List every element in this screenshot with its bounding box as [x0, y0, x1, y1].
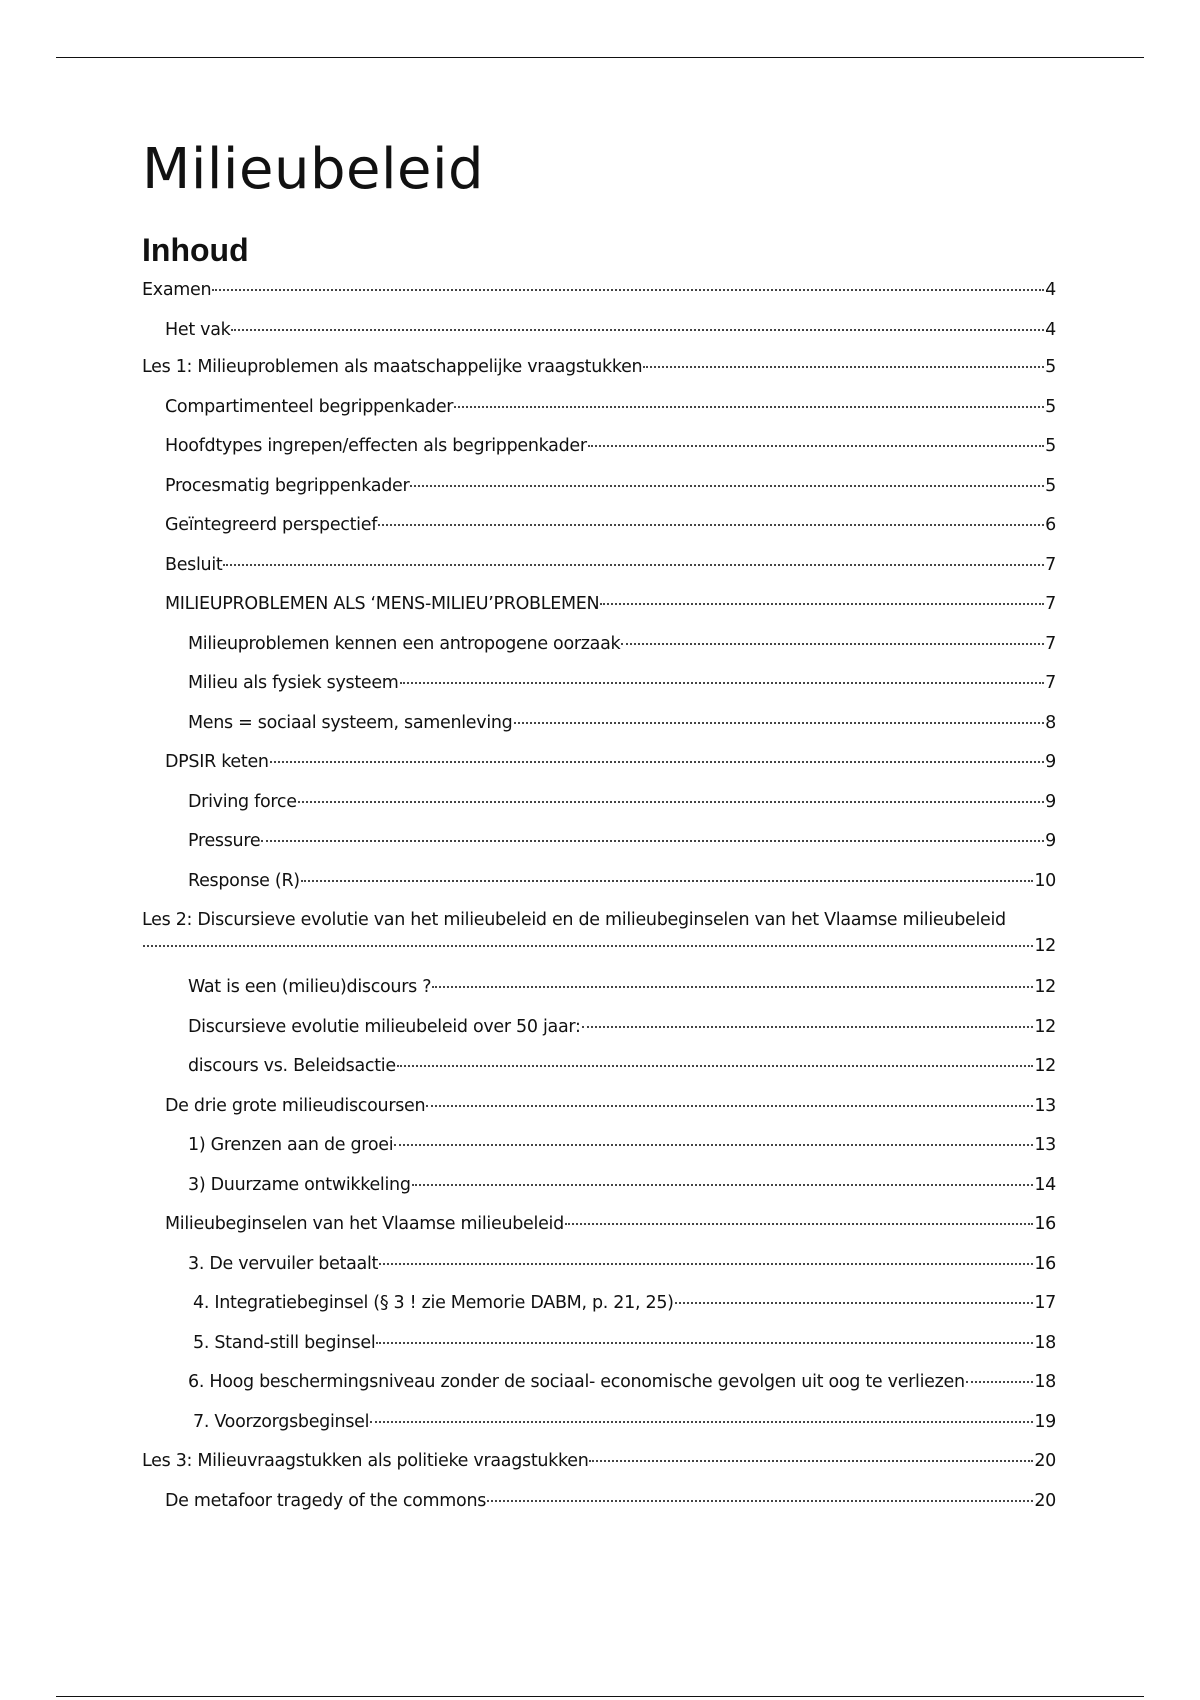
toc-entry-page: 12: [1034, 1017, 1056, 1037]
toc-entry-page: 7: [1045, 673, 1056, 693]
dot-leader: [394, 1144, 1033, 1146]
toc-entry[interactable]: [142, 1372, 1056, 1392]
toc-entry-page: 5: [1045, 476, 1056, 496]
footer-rule: [56, 1696, 1144, 1697]
toc-entry[interactable]: [142, 476, 1056, 496]
dot-leader: [514, 722, 1045, 724]
toc-entry[interactable]: [142, 357, 1056, 377]
toc-entry-label: Milieuproblemen kennen een antropogene oorzaak: [188, 634, 621, 654]
toc-entry[interactable]: [142, 1333, 1056, 1353]
toc-entry[interactable]: [142, 673, 1056, 693]
toc-entry-label: Wat is een (milieu)discours ?: [188, 977, 432, 997]
toc-entry-label: Les 2: Discursieve evolutie van het milieubeleid en de milieubeginselen van het Vlaamse milieubeleid: [142, 910, 1006, 930]
toc-entry-page: 5: [1045, 357, 1056, 377]
toc-entry-page: 7: [1045, 594, 1056, 614]
toc-entry[interactable]: [142, 280, 1056, 300]
toc-entry-label: DPSIR keten: [165, 752, 269, 772]
toc-entry-label: Mens = sociaal systeem, samenleving: [188, 713, 513, 733]
toc-entry-page: 16: [1034, 1214, 1056, 1234]
toc-entry[interactable]: [142, 515, 1056, 535]
toc-entry-page: 5: [1045, 436, 1056, 456]
toc-entry-page: 20: [1034, 1491, 1056, 1511]
toc-entry[interactable]: [142, 1214, 1056, 1234]
toc-entry[interactable]: [142, 1096, 1056, 1116]
toc-entry[interactable]: [142, 977, 1056, 997]
dot-leader: [454, 406, 1044, 408]
toc-entry-label: Hoofdtypes ingrepen/effecten als begrippenkader: [165, 436, 587, 456]
toc-entry-page: 18: [1034, 1333, 1056, 1353]
dot-leader: [432, 986, 1033, 988]
toc-entry-label: Pressure: [188, 831, 261, 851]
toc-entry-page: 19: [1034, 1412, 1056, 1432]
toc-entry-page: 4: [1045, 280, 1056, 300]
toc-entry-page: 9: [1045, 792, 1056, 812]
toc-entry-page: 10: [1034, 871, 1056, 891]
toc-entry-label: Response (R): [188, 871, 300, 891]
toc-entry-page: 17: [1034, 1293, 1056, 1313]
dot-leader: [412, 1184, 1034, 1186]
toc-entry-label: discours vs. Beleidsactie: [188, 1056, 396, 1076]
toc-entry[interactable]: [142, 436, 1056, 456]
toc-entry-label: De metafoor tragedy of the commons: [165, 1491, 487, 1511]
dot-leader: [589, 1460, 1033, 1462]
toc-entry[interactable]: [142, 1491, 1056, 1511]
toc-entry[interactable]: [142, 320, 1056, 340]
toc-entry-page: 9: [1045, 752, 1056, 772]
toc-entry[interactable]: [142, 910, 1056, 956]
dot-leader: [298, 801, 1044, 803]
toc-entry-label: 3. De vervuiler betaalt: [188, 1254, 379, 1274]
toc-entry-label: De drie grote milieudiscoursen: [165, 1096, 426, 1116]
dot-leader: [378, 524, 1044, 526]
toc-entry-page: 7: [1045, 555, 1056, 575]
toc-entry-page: 13: [1034, 1096, 1056, 1116]
toc-entry-page: 5: [1045, 397, 1056, 417]
toc-entry-page: 12: [1034, 936, 1056, 956]
dot-leader: [143, 945, 1033, 947]
toc-entry-page: 12: [1034, 977, 1056, 997]
dot-leader: [379, 1263, 1033, 1265]
dot-leader: [621, 643, 1044, 645]
toc-entry-label: Milieu als fysiek systeem: [188, 673, 399, 693]
toc-entry-label: 7. Voorzorgsbeginsel: [193, 1412, 370, 1432]
toc-entry-label: Milieubeginselen van het Vlaamse milieubeleid: [165, 1214, 564, 1234]
dot-leader: [565, 1223, 1033, 1225]
toc-entry[interactable]: [142, 1175, 1056, 1195]
toc-entry-label: 5. Stand-still beginsel: [193, 1333, 376, 1353]
dot-leader: [270, 761, 1044, 763]
toc-entry[interactable]: [142, 397, 1056, 417]
toc-entry-label: 4. Integratiebeginsel (§ 3 ! zie Memorie DABM, p. 21, 25): [193, 1293, 674, 1313]
dot-leader: [487, 1500, 1033, 1502]
dot-leader: [410, 485, 1044, 487]
dot-leader: [397, 1065, 1034, 1067]
toc-entry-page: 16: [1034, 1254, 1056, 1274]
toc-entry-page: 12: [1034, 1056, 1056, 1076]
dot-leader: [376, 1342, 1033, 1344]
toc-entry[interactable]: [142, 1293, 1056, 1313]
toc-entry-label: 1) Grenzen aan de groei: [188, 1135, 394, 1155]
toc-entry-label: Les 1: Milieuproblemen als maatschappelijke vraagstukken: [142, 357, 643, 377]
toc-entry[interactable]: [142, 1135, 1056, 1155]
toc-entry-label: Procesmatig begrippenkader: [165, 476, 410, 496]
toc-entry-label: Geïntegreerd perspectief: [165, 515, 378, 535]
toc-entry-label: Het vak: [165, 320, 231, 340]
dot-leader: [370, 1421, 1033, 1423]
header-rule: [56, 57, 1144, 58]
toc-entry[interactable]: [142, 1056, 1056, 1076]
toc-entry-label: MILIEUPROBLEMEN ALS ‘MENS-MILIEU’PROBLEMEN: [165, 594, 600, 614]
toc-entry[interactable]: [142, 1412, 1056, 1432]
toc-entry[interactable]: [142, 1451, 1056, 1471]
toc-entry-page: 14: [1034, 1175, 1056, 1195]
dot-leader: [588, 445, 1044, 447]
toc-entry-label: 6. Hoog beschermingsniveau zonder de sociaal- economische gevolgen uit oog te verliezen: [188, 1372, 965, 1392]
dot-leader: [223, 564, 1044, 566]
toc-entry[interactable]: [142, 634, 1056, 654]
toc-entry[interactable]: [142, 713, 1056, 733]
dot-leader: [301, 880, 1034, 882]
toc-entry-page: 20: [1034, 1451, 1056, 1471]
dot-leader: [400, 682, 1045, 684]
toc-heading: Inhoud: [142, 232, 249, 268]
toc-entry-label: Compartimenteel begrippenkader: [165, 397, 454, 417]
toc-entry[interactable]: [142, 594, 1056, 614]
dot-leader: [231, 329, 1044, 331]
toc-entry[interactable]: [142, 1254, 1056, 1274]
toc-entry[interactable]: [142, 871, 1056, 891]
toc-entry-label: Discursieve evolutie milieubeleid over 50 jaar:: [188, 1017, 581, 1037]
dot-leader: [675, 1302, 1034, 1304]
dot-leader: [966, 1381, 1034, 1383]
document-title: Milieubeleid: [142, 137, 485, 202]
toc-entry-page: 18: [1034, 1372, 1056, 1392]
dot-leader: [426, 1105, 1033, 1107]
toc-entry-page: 4: [1045, 320, 1056, 340]
toc-entry-label: Besluit: [165, 555, 223, 575]
toc-entry-label: 3) Duurzame ontwikkeling: [188, 1175, 411, 1195]
toc-entry-label: Driving force: [188, 792, 297, 812]
toc-entry-page: 8: [1045, 713, 1056, 733]
dot-leader: [582, 1026, 1034, 1028]
dot-leader: [212, 289, 1044, 291]
dot-leader: [600, 603, 1044, 605]
toc-entry[interactable]: [142, 1017, 1056, 1037]
dot-leader: [643, 366, 1044, 368]
toc-entry-page: 13: [1034, 1135, 1056, 1155]
toc-entry-label: Les 3: Milieuvraagstukken als politieke vraagstukken: [142, 1451, 589, 1471]
toc-entry-page: 7: [1045, 634, 1056, 654]
toc-entry[interactable]: [142, 752, 1056, 772]
toc-entry[interactable]: [142, 792, 1056, 812]
toc-entry-page: 9: [1045, 831, 1056, 851]
toc-entry-label: Examen: [142, 280, 212, 300]
toc-entry[interactable]: [142, 555, 1056, 575]
toc-entry-page: 6: [1045, 515, 1056, 535]
dot-leader: [261, 840, 1044, 842]
toc-entry[interactable]: [142, 831, 1056, 851]
